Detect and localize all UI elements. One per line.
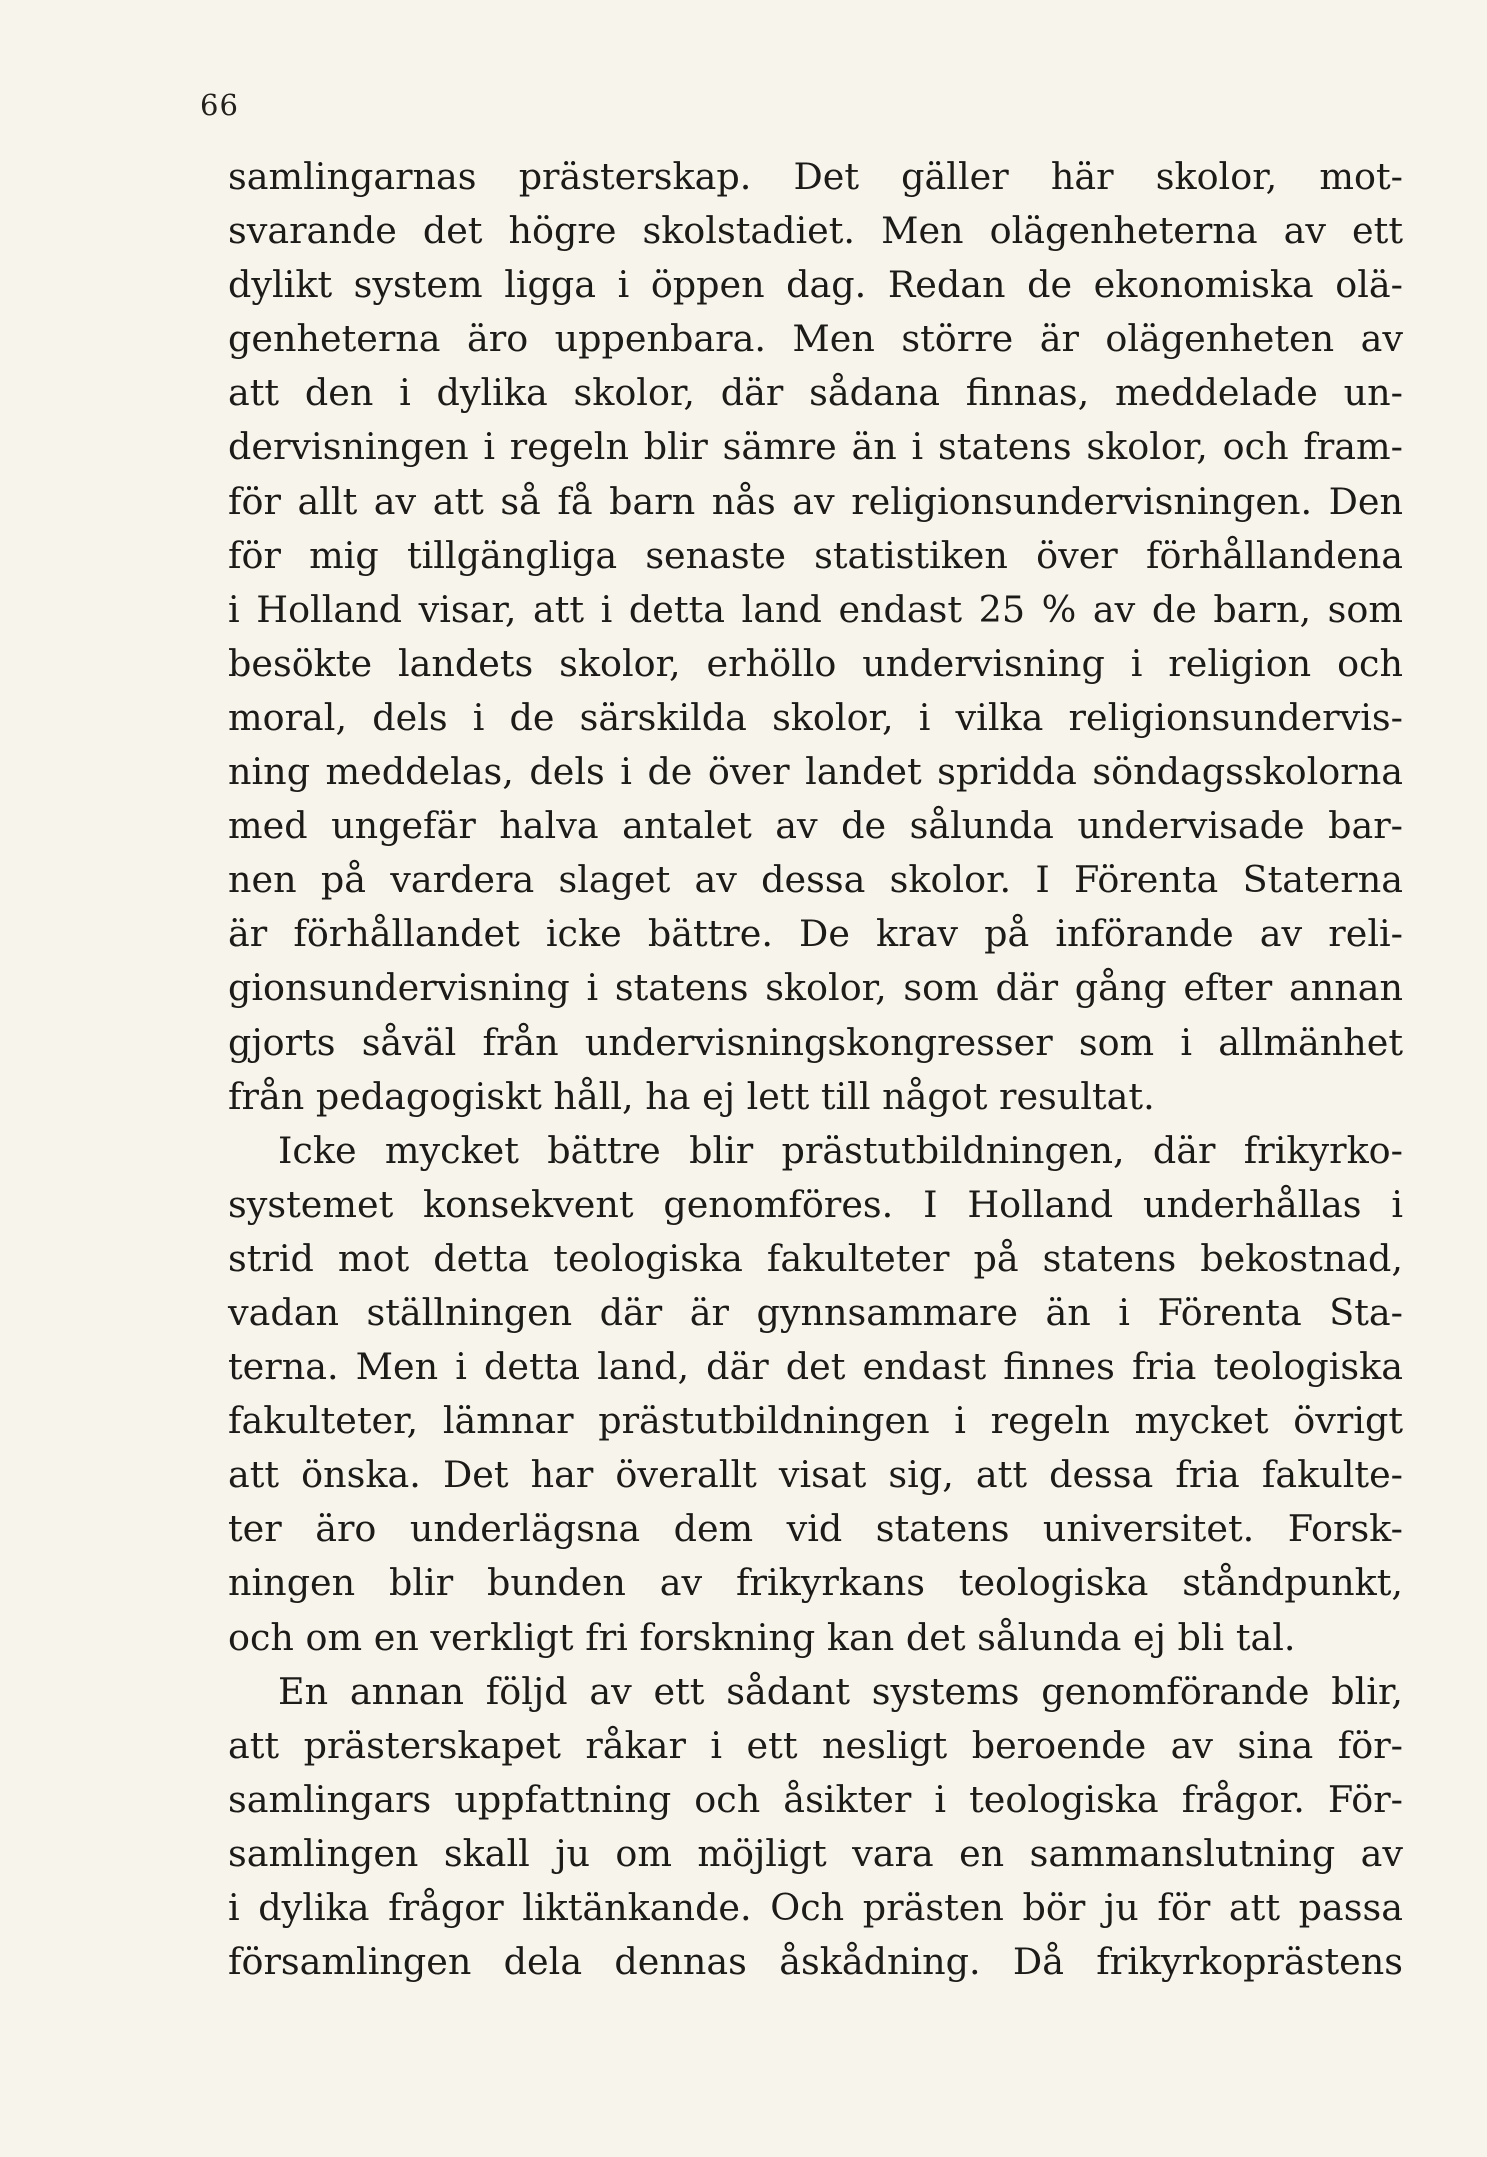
- text-line: att prästerskapet råkar i ett nesligt beroende av sina för-: [228, 1723, 1403, 1767]
- text-line: ningen blir bunden av frikyrkans teologiska ståndpunkt,: [228, 1561, 1403, 1605]
- text-line: att den i dylika skolor, där sådana finnas, meddelade un-: [228, 371, 1403, 415]
- text-line: från pedagogiskt håll, ha ej lett till något resultat.: [228, 1074, 1155, 1118]
- text-line: vadan ställningen där är gynnsammare än i Förenta Sta-: [228, 1290, 1403, 1334]
- text-line: Icke mycket bättre blir prästutbildningen, där frikyrko-: [278, 1128, 1403, 1172]
- text-line: att önska. Det har överallt visat sig, att dessa fria fakulte-: [228, 1453, 1403, 1497]
- text-line: samlingars uppfattning och åsikter i teologiska frågor. För-: [228, 1777, 1403, 1821]
- text-line: gjorts såväl från undervisningskongresser som i allmänhet: [228, 1020, 1403, 1064]
- text-line: fakulteter, lämnar prästutbildningen i regeln mycket övrigt: [228, 1399, 1403, 1443]
- text-line: svarande det högre skolstadiet. Men olägenheterna av ett: [228, 209, 1403, 253]
- text-line: terna. Men i detta land, där det endast finnes fria teologiska: [228, 1345, 1403, 1389]
- text-line: systemet konsekvent genomföres. I Holland underhållas i: [228, 1182, 1403, 1226]
- text-line: med ungefär halva antalet av de sålunda undervisade bar-: [228, 804, 1403, 848]
- text-line: gionsundervisning i statens skolor, som där gång efter annan: [228, 966, 1403, 1010]
- text-line: En annan följd av ett sådant systems genomförande blir,: [278, 1669, 1403, 1713]
- text-line: för mig tillgängliga senaste statistiken över förhållandena: [228, 533, 1403, 577]
- text-line: för allt av att så få barn nås av religionsundervisningen. Den: [228, 479, 1403, 523]
- text-line: ning meddelas, dels i de över landet spridda söndagsskolorna: [228, 750, 1403, 794]
- text-line: samlingarnas prästerskap. Det gäller här skolor, mot-: [228, 155, 1403, 198]
- text-line: genheterna äro uppenbara. Men större är olägenheten av: [228, 317, 1403, 361]
- text-line: i Holland visar, att i detta land endast 25 % av de barn, som: [228, 587, 1403, 631]
- page-number: 66: [200, 88, 239, 122]
- text-line: i dylika frågor liktänkande. Och prästen bör ju för att passa: [228, 1886, 1403, 1929]
- text-line: församlingen dela dennas åskådning. Då frikyrkoprästens: [228, 1940, 1403, 1984]
- text-line: och om en verkligt fri forskning kan det sålunda ej bli tal.: [228, 1615, 1296, 1659]
- text-line: dervisningen i regeln blir sämre än i statens skolor, och fram-: [228, 425, 1403, 469]
- text-line: ter äro underlägsna dem vid statens universitet. Forsk-: [228, 1507, 1403, 1551]
- text-line: besökte landets skolor, erhöllo undervisning i religion och: [228, 641, 1403, 685]
- text-line: är förhållandet icke bättre. De krav på införande av reli-: [228, 912, 1403, 956]
- text-line: samlingen skall ju om möjligt vara en sammanslutning av: [228, 1831, 1403, 1875]
- text-line: dylikt system ligga i öppen dag. Redan de ekonomiska olä-: [228, 263, 1403, 307]
- text-line: strid mot detta teologiska fakulteter på statens bekostnad,: [228, 1236, 1403, 1280]
- body-text: [228, 150, 1403, 1989]
- text-line: moral, dels i de särskilda skolor, i vilka religionsundervis-: [228, 695, 1403, 739]
- text-line: nen på vardera slaget av dessa skolor. I Förenta Staterna: [228, 858, 1403, 902]
